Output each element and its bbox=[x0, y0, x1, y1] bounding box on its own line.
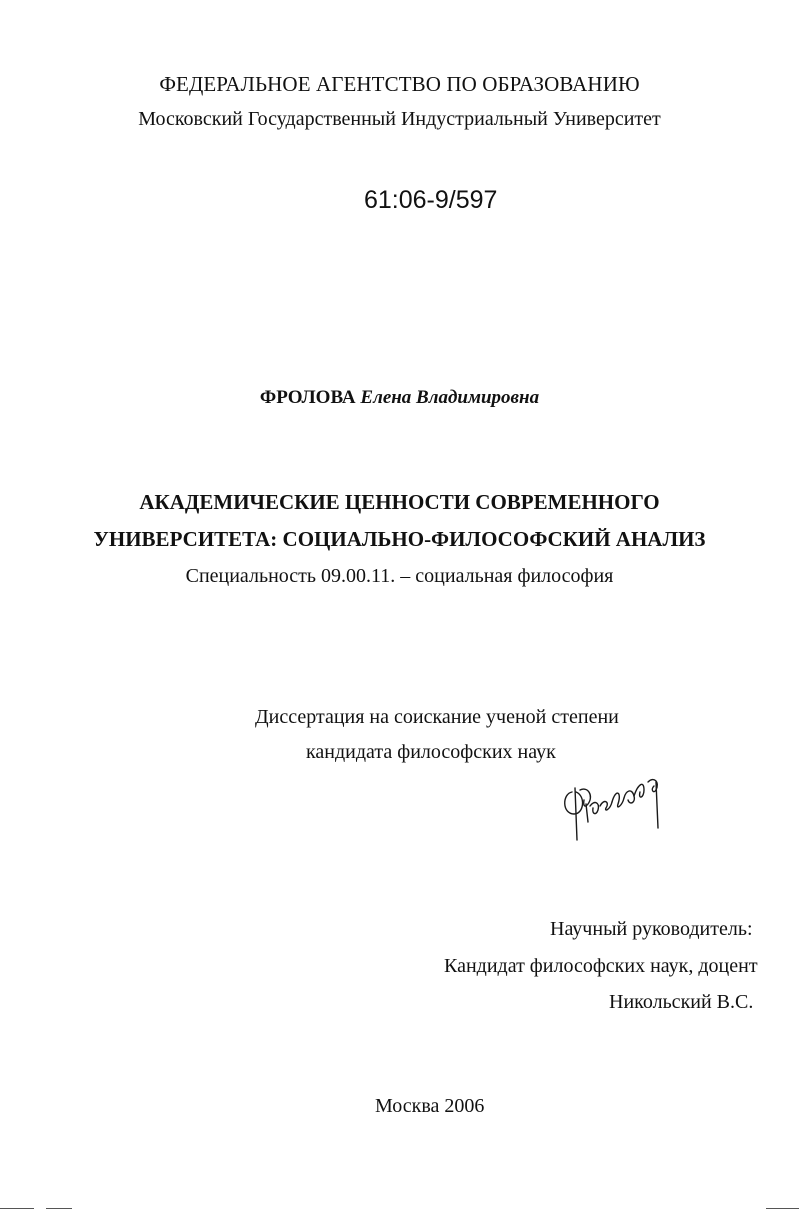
handwritten-signature bbox=[558, 770, 678, 850]
supervisor-name: Никольский В.С. bbox=[609, 991, 754, 1013]
city-year: Москва 2006 bbox=[375, 1095, 485, 1117]
specialty: Специальность 09.00.11. – социальная философия bbox=[185, 565, 614, 587]
author-name bbox=[0, 387, 799, 409]
supervisor-degree: Кандидат философских наук, доцент bbox=[444, 955, 758, 977]
scan-mark-bottom-left-2 bbox=[46, 1208, 72, 1209]
agency-name: ФЕДЕРАЛЬНОЕ АГЕНТСТВО ПО ОБРАЗОВАНИЮ bbox=[159, 72, 640, 96]
dissertation-title-line-1: АКАДЕМИЧЕСКИЕ ЦЕННОСТИ СОВРЕМЕННОГО bbox=[139, 490, 660, 514]
dissertation-title-line-2: УНИВЕРСИТЕТА: СОЦИАЛЬНО-ФИЛОСОФСКИЙ АНАЛИЗ bbox=[93, 527, 706, 551]
university-name: Московский Государственный Индустриальный Университет bbox=[138, 108, 661, 130]
scan-mark-bottom-left bbox=[0, 1208, 34, 1209]
supervisor-label: Научный руководитель: bbox=[550, 918, 753, 940]
author-given-names: Елена Владимировна bbox=[360, 387, 540, 408]
catalog-code: 61:06-9/597 bbox=[364, 186, 498, 214]
author-surname: ФРОЛОВА bbox=[259, 387, 356, 408]
degree-line-1: Диссертация на соискание ученой степени bbox=[255, 706, 619, 728]
scan-mark-bottom-right bbox=[766, 1208, 799, 1209]
degree-line-2: кандидата философских наук bbox=[306, 741, 556, 763]
